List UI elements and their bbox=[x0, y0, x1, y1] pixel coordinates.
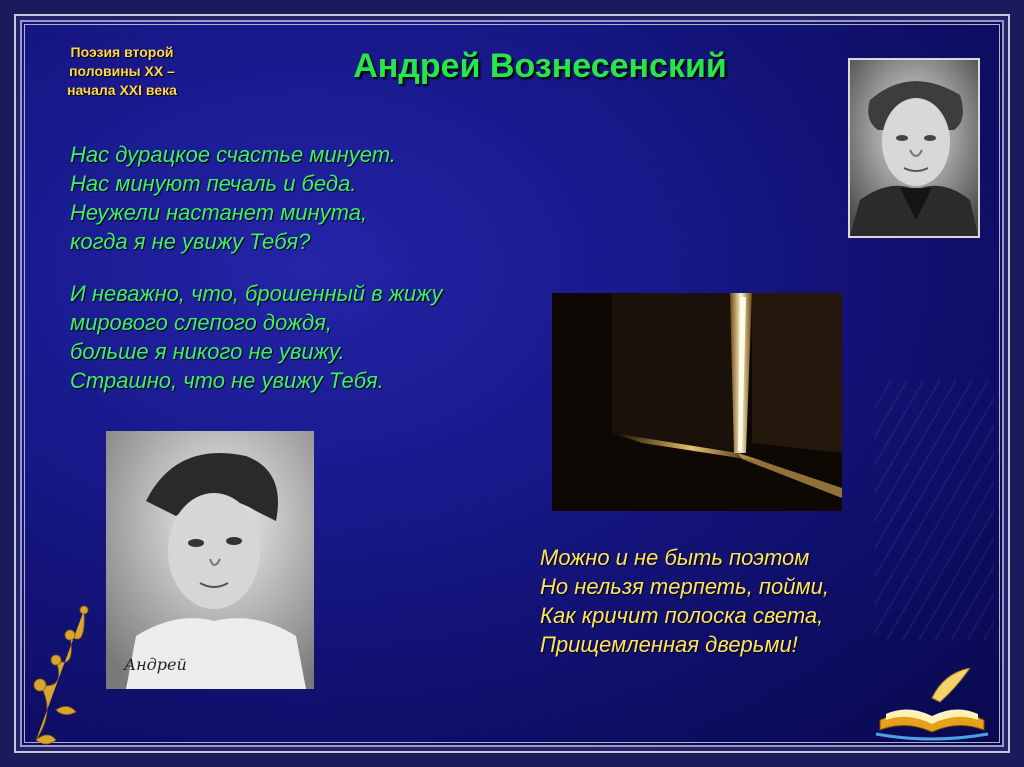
book-quill-emblem-icon bbox=[872, 668, 992, 748]
poem-line: когда я не увижу Тебя? bbox=[70, 229, 311, 254]
poem-line: Страшно, что не увижу Тебя. bbox=[70, 368, 384, 393]
autograph-signature: Андрей bbox=[124, 655, 187, 674]
portrait-young-icon bbox=[106, 431, 314, 689]
poem-line: Как кричит полоска света, bbox=[540, 603, 824, 628]
poem-line: Прищемленная дверьми! bbox=[540, 632, 798, 657]
poem-line: мирового слепого дождя, bbox=[70, 310, 332, 335]
section-subtitle bbox=[52, 43, 192, 100]
subtitle-line: начала XXI века bbox=[67, 82, 177, 98]
gold-ornament-icon bbox=[26, 590, 92, 750]
poem-line: Нас минуют печаль и беда. bbox=[70, 171, 357, 196]
door-light-photo bbox=[552, 293, 842, 511]
portrait-photo-older bbox=[848, 58, 980, 238]
slide-title: Андрей Вознесенский bbox=[353, 47, 727, 85]
poem-stanza-3 bbox=[540, 543, 829, 659]
poem-stanza-1 bbox=[70, 140, 396, 256]
poem-line: Можно и не быть поэтом bbox=[540, 545, 810, 570]
portrait-photo-young bbox=[106, 431, 314, 689]
decorative-sheen bbox=[874, 380, 994, 640]
door-light-icon bbox=[552, 293, 842, 511]
poem-line: Нас дурацкое счастье минует. bbox=[70, 142, 396, 167]
subtitle-line: Поэзия второй bbox=[70, 44, 174, 60]
portrait-older-icon bbox=[850, 60, 978, 236]
poem-stanza-2 bbox=[70, 279, 443, 395]
poem-line: Но нельзя терпеть, пойми, bbox=[540, 574, 829, 599]
poem-line: больше я никого не увижу. bbox=[70, 339, 345, 364]
subtitle-line: половины XX – bbox=[69, 63, 175, 79]
poem-line: И неважно, что, брошенный в жижу bbox=[70, 281, 443, 306]
poem-line: Неужели настанет минута, bbox=[70, 200, 368, 225]
